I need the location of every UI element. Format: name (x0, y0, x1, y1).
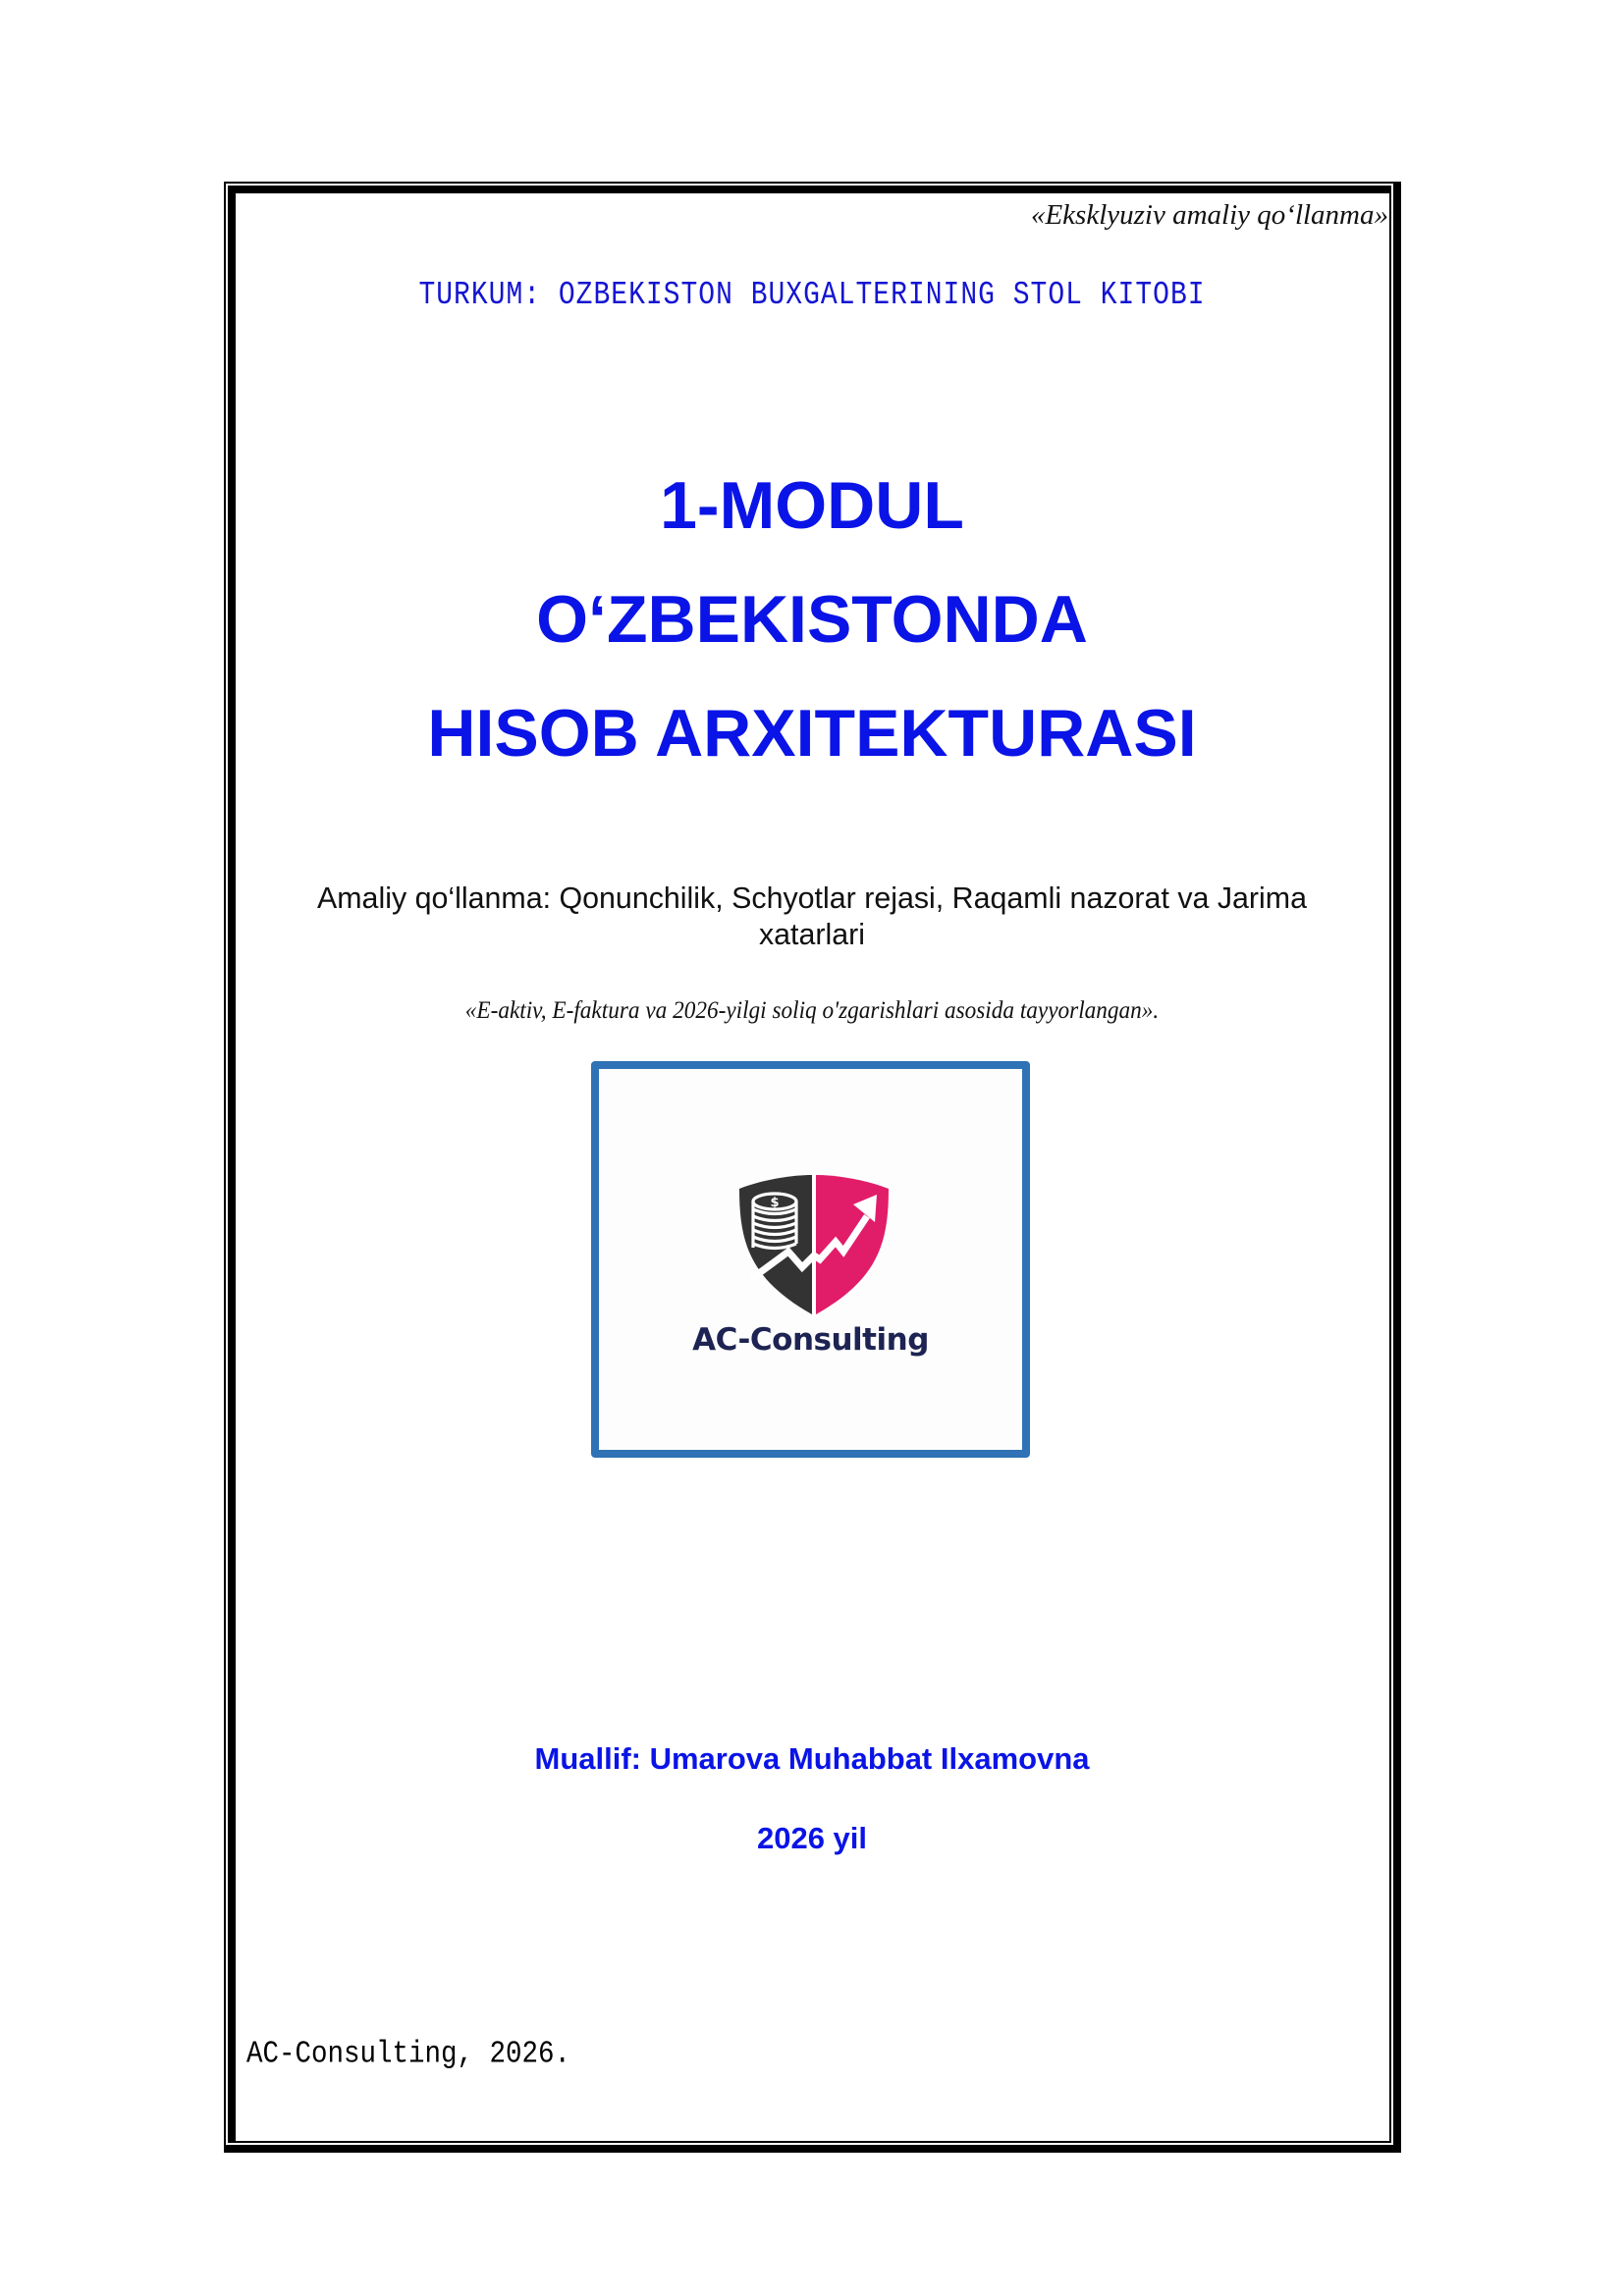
author-line: Muallif: Umarova Muhabbat Ilxamovna (534, 1741, 1090, 1776)
series-title: TURKUM: OZBEKISTON BUXGALTERINING STOL KITOBI (418, 278, 1206, 314)
based-on-note: «E-aktiv, E-faktura va 2026-yilgi soliq o'zgarishlari asosida tayyorlangan». (464, 997, 1160, 1024)
title-line-2: O‘ZBEKISTONDA (536, 582, 1088, 657)
title-line-3: HISOB ARXITEKTURASI (427, 696, 1197, 771)
module-title: 1-MODUL (660, 468, 964, 543)
exclusive-label: «Eksklyuziv amaliy qo‘llanma» (1030, 199, 1388, 231)
logo-wordmark: AC-Consulting (692, 1322, 929, 1358)
svg-text:$: $ (770, 1196, 780, 1210)
publication-year: 2026 yil (756, 1821, 868, 1855)
shield-coins-growth-arrow-icon (737, 1173, 891, 1316)
logo-frame (591, 1061, 1030, 1458)
subtitle: Amaliy qo‘llanma: Qonunchilik, Schyotlar rejasi, Raqamli nazorat va Jarima xatarlari (316, 881, 1308, 951)
footer-imprint: AC-Consulting, 2026. (246, 2037, 571, 2072)
